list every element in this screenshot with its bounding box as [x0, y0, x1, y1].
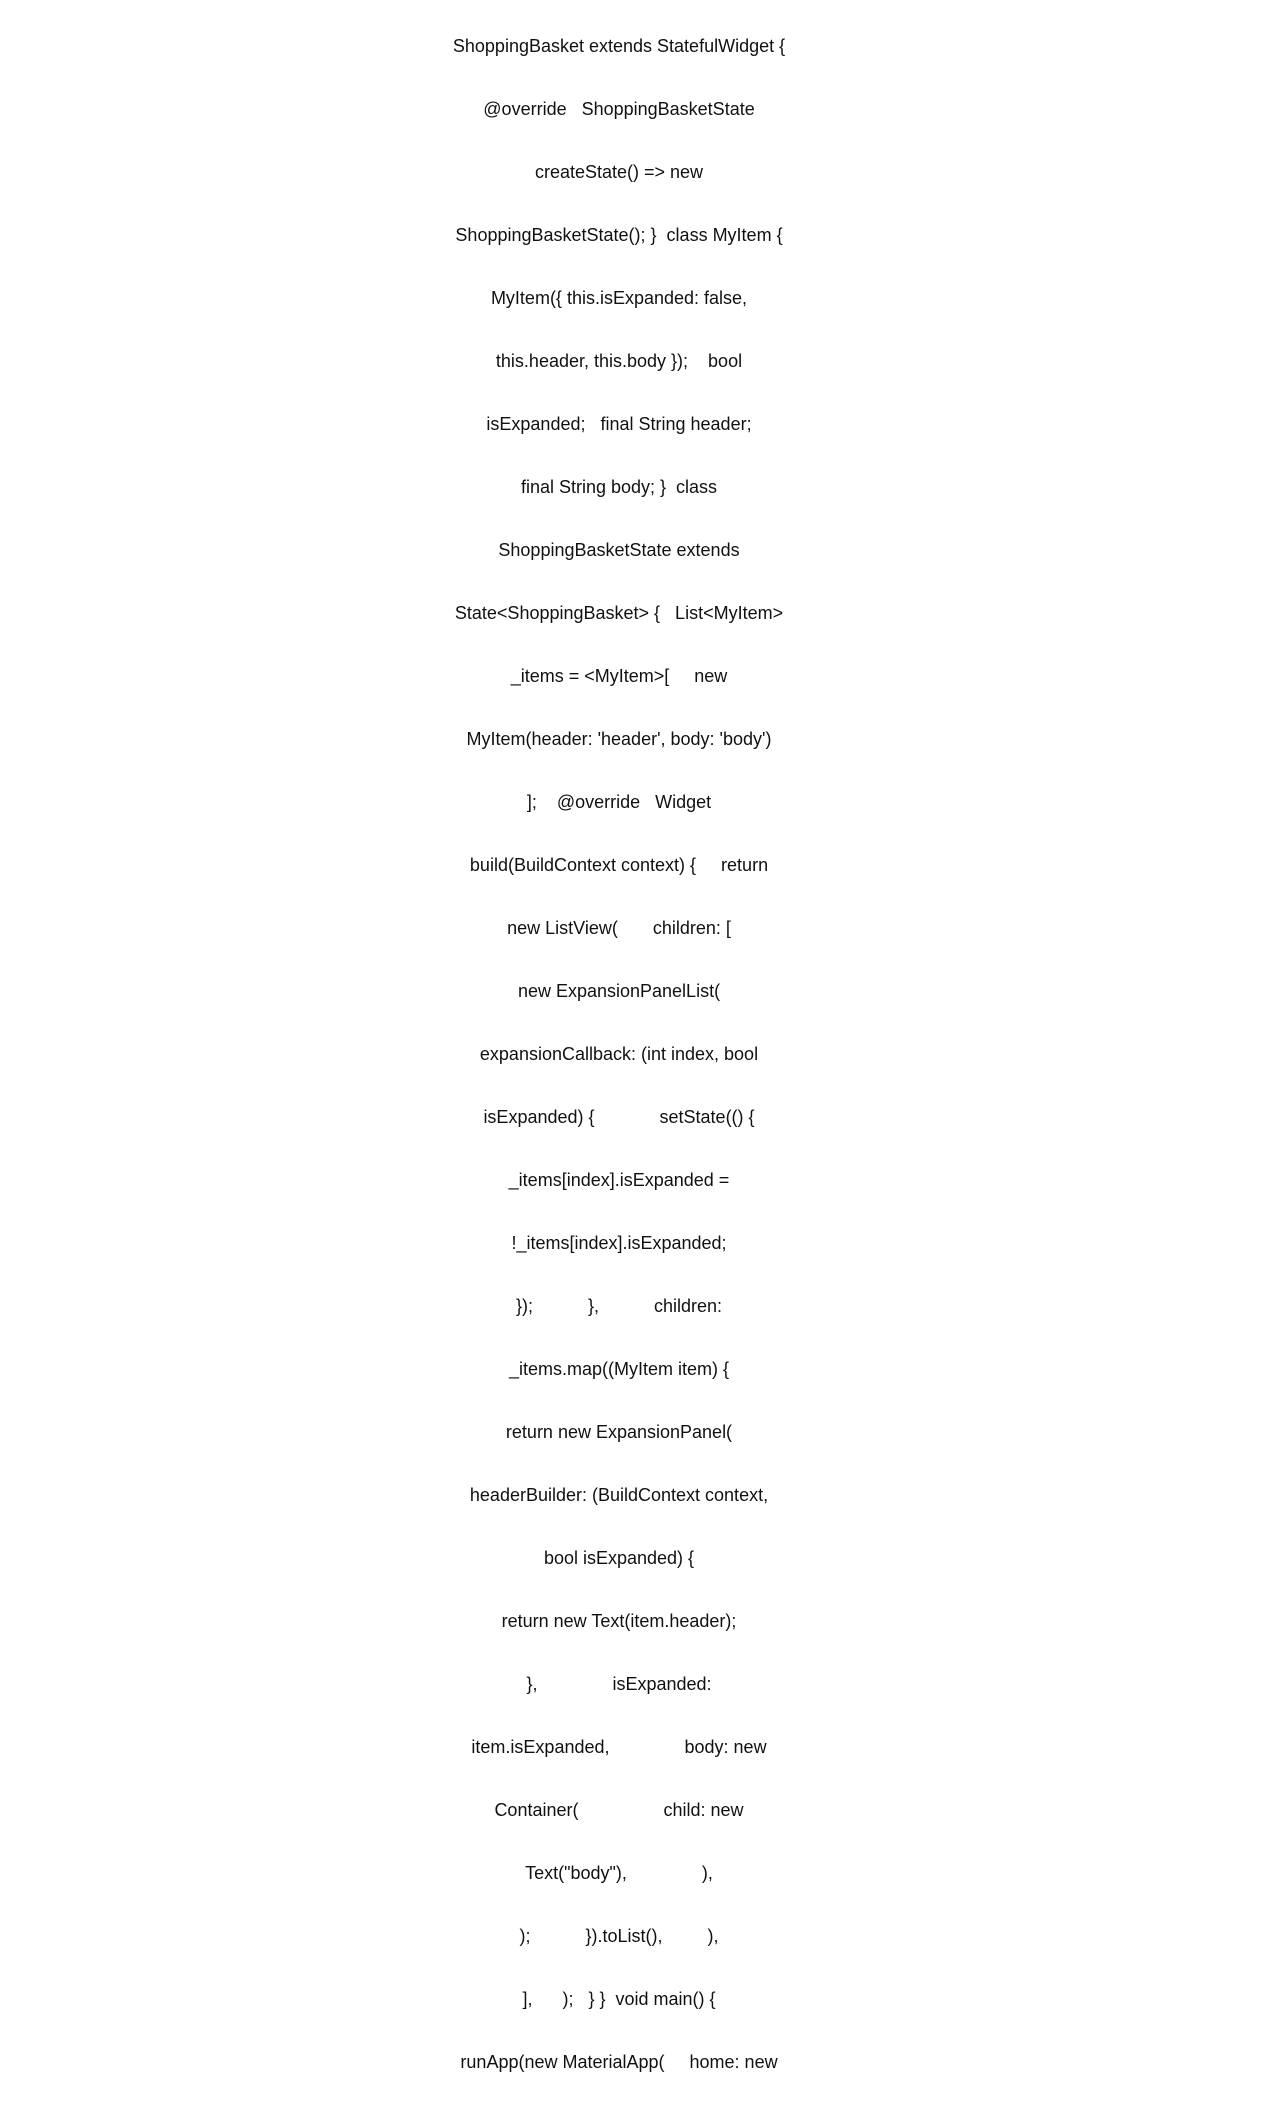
- code-line: bool isExpanded) {: [543, 1548, 695, 1568]
- code-line: !_items[index].isExpanded;: [511, 1233, 727, 1253]
- code-line: ShoppingBasketState extends: [498, 540, 740, 560]
- code-line: headerBuilder: (BuildContext context,: [469, 1485, 769, 1505]
- code-line: }, isExpanded:: [526, 1674, 712, 1694]
- code-line: _items[index].isExpanded =: [508, 1170, 730, 1190]
- code-line: build(BuildContext context) { return: [469, 855, 769, 875]
- code-line: ); }).toList(), ),: [519, 1926, 719, 1946]
- code-line: MyItem({ this.isExpanded: false,: [490, 288, 748, 308]
- code-line: _items = <MyItem>[ new: [510, 666, 728, 686]
- code-line: new ExpansionPanelList(: [517, 981, 721, 1001]
- code-line: new ListView( children: [: [507, 918, 731, 938]
- code-line: final String body; } class: [520, 477, 718, 497]
- code-line: _items.map((MyItem item) {: [508, 1359, 730, 1379]
- code-line: this.header, this.body }); bool: [495, 351, 743, 371]
- code-line: createState() => new: [534, 162, 704, 182]
- code-text-block: [440, 0, 798, 2072]
- code-line: }); }, children:: [515, 1296, 723, 1316]
- code-line: isExpanded; final String header;: [486, 414, 752, 434]
- code-line: ShoppingBasketState(); } class MyItem {: [455, 225, 783, 245]
- code-line: return new Text(item.header);: [501, 1611, 737, 1631]
- code-line: return new ExpansionPanel(: [505, 1422, 733, 1442]
- code-line: expansionCallback: (int index, bool: [479, 1044, 759, 1064]
- code-line: Container( child: new: [494, 1800, 744, 1820]
- code-line: isExpanded) { setState(() {: [483, 1107, 755, 1127]
- code-line: runApp(new MaterialApp( home: new: [460, 2052, 778, 2072]
- code-line: MyItem(header: 'header', body: 'body'): [466, 729, 772, 749]
- code-line: ]; @override Widget: [526, 792, 712, 812]
- code-line: ShoppingBasket extends StatefulWidget {: [452, 36, 786, 56]
- code-line: item.isExpanded, body: new: [471, 1737, 767, 1757]
- code-line: ], ); } } void main() {: [522, 1989, 716, 2009]
- code-line: @override ShoppingBasketState: [483, 99, 755, 119]
- code-line: Text("body"), ),: [525, 1863, 713, 1883]
- code-line: State<ShoppingBasket> { List<MyItem>: [454, 603, 784, 623]
